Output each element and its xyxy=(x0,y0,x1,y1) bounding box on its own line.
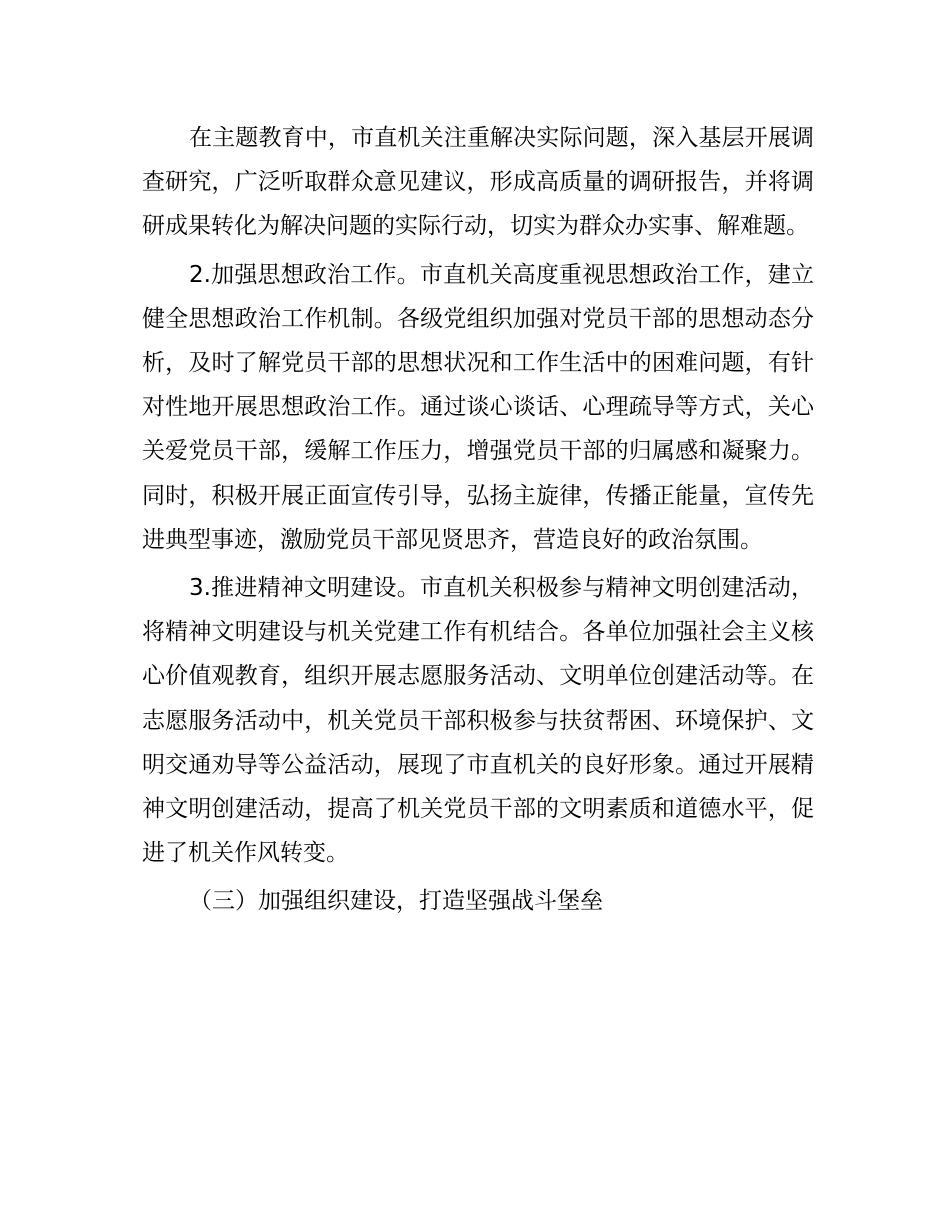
section-heading: （三）加强组织建设，打造坚强战斗堡垒 xyxy=(189,888,603,915)
document-body xyxy=(142,116,814,924)
paragraph-spiritual-civilization: 3.推进精神文明建设。市直机关积极参与精神文明创建活动，将精神文明建设与机关党建工作有机结合。各单位加强社会主义核心价值观教育，组织开展志愿服务活动、文明单位创建活动等。在志愿服务活动中，机关党员干部积极参与扶贫帮困、环境保护、文明交通劝导等公益活动，展现了市直机关的良好形象。通过开展精神文明创建活动，提高了机关党员干部的文明素质和道德水平，促进了机关作风转变。 xyxy=(142,575,814,867)
paragraph-research: 在主题教育中，市直机关注重解决实际问题，深入基层开展调查研究，广泛听取群众意见建议，形成高质量的调研报告，并将调研成果转化为解决问题的实际行动，切实为群众办实事、解难题。 xyxy=(142,125,814,240)
paragraph-ideological-work: 2.加强思想政治工作。市直机关高度重视思想政治工作，建立健全思想政治工作机制。各级党组织加强对党员干部的思想动态分析，及时了解党员干部的思想状况和工作生活中的困难问题，有针对性地开展思想政治工作。通过谈心谈话、心理疏导等方式，关心关爱党员干部，缓解工作压力，增强党员干部的归属感和凝聚力。同时，积极开展正面宣传引导，弘扬主旋律，传播正能量，宣传先进典型事迹，激励党员干部见贤思齐，营造良好的政治氛围。 xyxy=(142,261,814,553)
